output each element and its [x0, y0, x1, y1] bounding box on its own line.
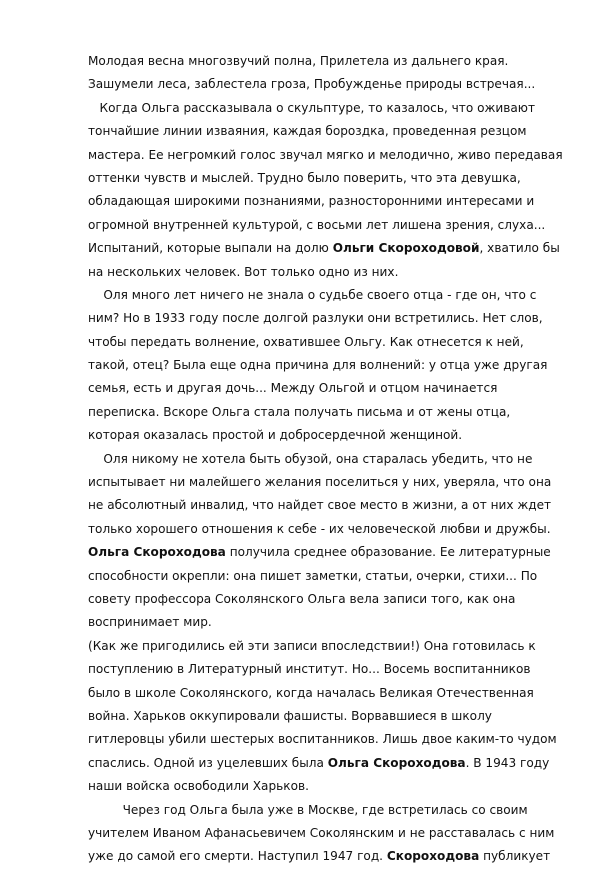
- text-segment: гитлеровцы убили шестерых воспитанников. Лишь двое каким-то чудом: [88, 732, 557, 747]
- text-segment: было в школе Соколянского, когда началась Великая Отечественная: [88, 685, 534, 700]
- text-line: [88, 635, 548, 658]
- text-line: [88, 354, 548, 377]
- text-segment: уже до самой его смерти. Наступил 1947 год.: [88, 849, 387, 864]
- text-segment: Зашумели леса, заблестела гроза, Пробужденье природы встречая...: [88, 77, 536, 92]
- text-segment: испытывает ни малейшего желания поселиться у них, уверяла, что она: [88, 475, 552, 490]
- text-segment: наши войска освободили Харьков.: [88, 779, 309, 794]
- text-line: [88, 799, 548, 822]
- text-line: [88, 50, 548, 73]
- text-segment: публикует: [479, 849, 551, 864]
- text-segment: такой, отец? Была еще одна причина для волнений: у отца уже другая: [88, 358, 548, 373]
- text-segment: не абсолютный инвалид, что найдет свое место в жизни, а от них ждет: [88, 498, 552, 513]
- text-line: [88, 377, 548, 400]
- text-segment: только хорошего отношения к себе - их человеческой любви и дружбы.: [88, 521, 551, 536]
- text-line: [88, 658, 548, 681]
- text-segment: обладающая широкими познаниями, разносторонними интересами и: [88, 194, 535, 209]
- text-line: [88, 682, 548, 705]
- bold-name: Ольги Скороходовой: [332, 241, 480, 256]
- text-segment: (Как же пригодились ей эти записи впоследствии!) Она готовилась к: [88, 638, 536, 653]
- text-segment: оттенки чувств и мыслей. Трудно было поверить, что эта девушка,: [88, 170, 521, 185]
- text-segment: учителем Иваном Афанасьевичем Соколянским и не расставалась с ним: [88, 825, 555, 840]
- text-segment: Через год Ольга была уже в Москве, где встретилась со своим: [88, 802, 528, 817]
- text-segment: на нескольких человек. Вот только одно из них.: [88, 264, 399, 279]
- text-segment: . В 1943 году: [465, 755, 550, 770]
- text-line: [88, 565, 548, 588]
- text-line: [88, 307, 548, 330]
- text-segment: совету профессора Соколянского Ольга вела записи того, как она: [88, 591, 516, 606]
- text-segment: огромной внутренней культурой, с восьми лет лишена зрения, слуха...: [88, 217, 546, 232]
- text-segment: тончайшие линии изваяния, каждая бороздка, проведенная резцом: [88, 124, 527, 139]
- text-line: [88, 401, 548, 424]
- text-segment: Молодая весна многозвучий полна, Прилетела из дальнего края.: [88, 54, 509, 68]
- text-line: [88, 424, 548, 447]
- text-segment: которая оказалась простой и добросердечной женщиной.: [88, 428, 463, 443]
- text-line: [88, 775, 548, 798]
- text-segment: воспринимает мир.: [88, 615, 212, 630]
- text-line: [88, 471, 552, 494]
- text-line: [88, 541, 551, 564]
- text-line: [88, 97, 548, 120]
- bold-name: Скороходова: [386, 849, 480, 864]
- text-segment: поступлению в Литературный институт. Но... Восемь воспитанников: [88, 662, 531, 677]
- bold-name: Ольга Скороходова: [88, 545, 226, 560]
- text-segment: мастера. Ее негромкий голос звучал мягко и мелодично, живо передавая: [88, 147, 563, 162]
- text-line: [88, 237, 560, 260]
- text-line: [88, 167, 548, 190]
- text-segment: чтобы передать волнение, охватившее Ольгу. Как отнесется к ней,: [88, 334, 524, 349]
- text-line: [88, 845, 551, 868]
- text-segment: ним? Но в 1933 году после долгой разлуки они встретились. Нет слов,: [88, 311, 543, 326]
- text-line: [88, 494, 552, 517]
- text-segment: Когда Ольга рассказывала о скульптуре, то казалось, что оживают: [88, 100, 535, 115]
- text-line: [88, 120, 548, 143]
- text-line: [88, 611, 548, 634]
- text-segment: , хватило бы: [479, 241, 560, 256]
- text-line: [88, 588, 548, 611]
- text-line: [88, 705, 548, 728]
- text-line: [88, 261, 548, 284]
- text-line: [88, 448, 548, 471]
- text-segment: способности окрепли: она пишет заметки, статьи, очерки, стихи... По: [88, 568, 538, 583]
- text-segment: переписка. Вскоре Ольга стала получать письма и от жены отца,: [88, 404, 511, 419]
- text-segment: Оля никому не хотела быть обузой, она старалась убедить, что не: [88, 451, 533, 466]
- text-segment: война. Харьков оккупировали фашисты. Ворвавшиеся в школу: [88, 708, 492, 723]
- bold-name: Ольга Скороходова: [327, 755, 466, 770]
- text-line: [88, 284, 548, 307]
- text-segment: получила среднее образование. Ее литературные: [225, 545, 551, 560]
- text-line: [88, 728, 557, 751]
- text-line: [88, 214, 548, 237]
- text-line: [88, 331, 548, 354]
- text-line: [88, 144, 563, 167]
- text-line: [88, 73, 548, 96]
- text-segment: Испытаний, которые выпали на долю: [88, 241, 333, 256]
- text-line: [88, 518, 551, 541]
- text-segment: семья, есть и другая дочь... Между Ольгой и отцом начинается: [88, 381, 498, 396]
- text-line: [88, 752, 548, 775]
- text-segment: спаслись. Одной из уцелевших была: [88, 755, 328, 770]
- text-line: [88, 190, 548, 213]
- text-segment: Оля много лет ничего не знала о судьбе своего отца - где он, что с: [88, 287, 537, 302]
- document-page: [88, 50, 563, 869]
